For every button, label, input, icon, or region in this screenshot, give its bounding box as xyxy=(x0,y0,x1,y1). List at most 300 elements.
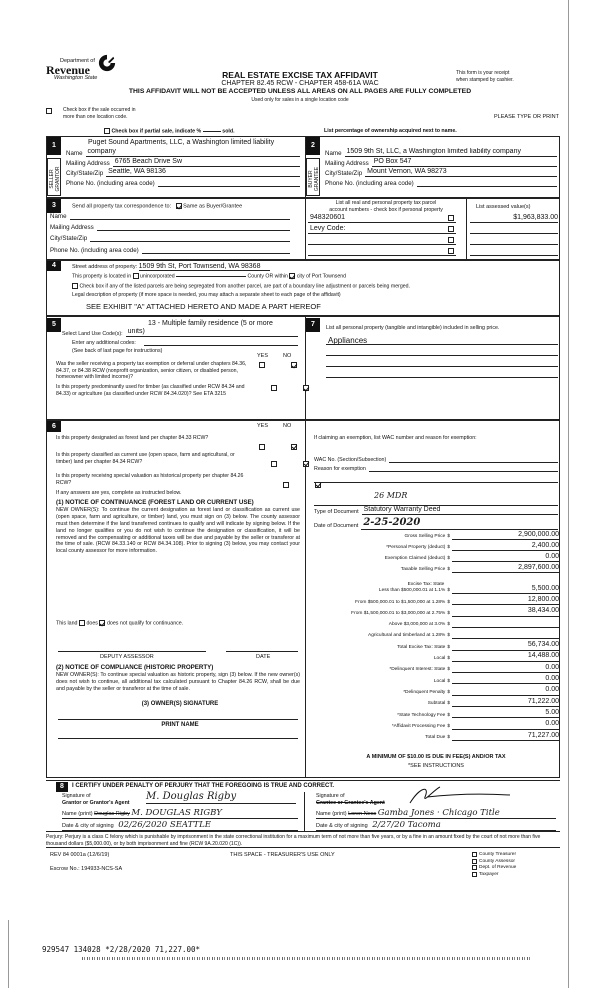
buyer-phone-row xyxy=(325,179,557,187)
section-3-number: 3 xyxy=(47,199,61,213)
currency-symbol: $ xyxy=(447,567,450,573)
owner-signature-line[interactable] xyxy=(58,719,298,720)
amount-row xyxy=(322,594,560,605)
amount-label xyxy=(322,713,452,719)
parcels-header-2: account numbers - check box if personal property xyxy=(329,206,443,213)
segregated-row xyxy=(72,283,410,290)
seller-name-line1: Puget Sound Apartments, LLC, a Washington limited liability xyxy=(88,139,275,146)
grantor-name-struck: Douglas Rigby xyxy=(94,811,130,817)
amount-row xyxy=(322,640,560,651)
divider xyxy=(466,198,467,260)
same-as-buyer-checkbox[interactable] xyxy=(176,203,182,209)
currency-symbol: $ xyxy=(447,599,450,605)
buyer-side-label xyxy=(306,158,320,196)
section-6-number: 6 xyxy=(47,421,61,432)
amount-label-text: Exemption Claimed (deduct) xyxy=(384,556,446,562)
usage-note: Used only for sales in a single location code xyxy=(251,97,349,103)
section-7-number: 7 xyxy=(306,318,320,332)
amount-value-field[interactable]: 12,800.00 xyxy=(452,596,560,605)
yes-checkbox[interactable] xyxy=(259,362,265,368)
assessed-value-field[interactable] xyxy=(470,225,558,234)
personal-property-label: List all personal property (tangible and intangible) included in selling price. xyxy=(326,325,500,331)
seller-phone-field[interactable] xyxy=(158,179,300,187)
multi-location-label-2: more than one location code. xyxy=(63,114,128,120)
copy-item xyxy=(472,872,498,878)
reason-field[interactable] xyxy=(369,464,558,472)
legal-description-field[interactable]: SEE EXHIBIT "A" ATTACHED HERETO AND MADE A PART HEREOF xyxy=(86,302,321,311)
agency-line3: Washington State xyxy=(54,75,98,81)
currency-symbol: $ xyxy=(447,610,450,616)
amount-value-field[interactable]: 0.00 xyxy=(452,664,560,673)
doc-date-field[interactable]: 2-25-2020 xyxy=(361,517,558,530)
s6-no-header: NO xyxy=(283,423,292,429)
amount-label xyxy=(322,588,452,594)
amount-label xyxy=(322,735,452,741)
buyer-city-row xyxy=(325,168,557,177)
street-address-label: Street address of property: xyxy=(72,264,138,270)
s5-yes-header: YES xyxy=(257,353,269,359)
copy-item xyxy=(472,859,515,865)
notice-1-text: NEW OWNER(S): To continue the current designation as forest land or classification as current use (open space, farm and agriculture, or timber) land, you must sign on (3) below. The county assessor must then determine if the land transferred continues to qualify and will indicate by signing below. If the land no longer qualifies or you do not wish to continue the designation or classification, it will be removed and the compensating or additional taxes will be due and payable by the seller or transferor at the time of sale. (RCW 84.33.140 or RCW 84.34.108). Prior to signing (3) below, you may contact your local county assessor for more information. xyxy=(56,507,300,555)
section-4-number: 4 xyxy=(47,261,61,271)
buyer-city-field[interactable]: Mount Vernon, WA 98273 xyxy=(365,168,557,177)
buyer-phone-label: Phone No. (including area code) xyxy=(325,179,414,187)
seller-mailing-field[interactable]: 6765 Beach Drive Sw xyxy=(113,158,300,167)
amount-label xyxy=(322,645,452,651)
legal-description-label: Legal description of property (if more space is needed, you may attach a separate sheet to each page of the affidavit) xyxy=(72,292,341,298)
segregated-checkbox[interactable] xyxy=(72,283,78,289)
partial-sale-label: Check box if partial sale, indicate % xyxy=(111,128,202,135)
currency-symbol: $ xyxy=(447,622,450,628)
amount-label xyxy=(322,600,452,606)
additional-codes-field[interactable] xyxy=(144,338,298,346)
amount-label-text: *Personal Property (deduct) xyxy=(386,545,446,551)
corr-phone-row xyxy=(50,246,290,254)
corr-city-label: City/State/Zip xyxy=(50,234,88,242)
continuance-row xyxy=(56,620,183,627)
amount-label xyxy=(322,611,452,617)
currency-symbol: $ xyxy=(447,723,450,729)
amount-row xyxy=(322,719,560,730)
amount-value-field[interactable]: 71,227.00 xyxy=(452,732,560,741)
date-label: DATE xyxy=(256,654,271,660)
buyer-name-label: Name xyxy=(325,149,342,157)
doc-type-field[interactable]: Statutory Warranty Deed xyxy=(362,506,558,515)
grantee-date-row xyxy=(316,820,556,831)
notice-2-title: (2) NOTICE OF COMPLIANCE (HISTORIC PROPERTY) xyxy=(56,664,214,671)
assessed-value-field[interactable] xyxy=(470,236,558,245)
scan-edge-left xyxy=(8,920,9,988)
no-checkbox[interactable] xyxy=(303,385,309,391)
reason-label: Reason for exemption xyxy=(314,465,366,472)
seller-mailing-row xyxy=(66,158,300,167)
section-2-number: 2 xyxy=(306,137,320,155)
deputy-assessor-line[interactable] xyxy=(58,651,206,652)
amount-value-field[interactable]: 56,734.00 xyxy=(452,641,560,650)
section-1-number: 1 xyxy=(47,137,61,155)
currency-symbol: $ xyxy=(447,667,450,673)
form-revision: REV 84 0001a (12/6/19) xyxy=(50,852,110,858)
seller-name-label: Name xyxy=(66,149,83,157)
amount-value-field[interactable]: 71,222.00 xyxy=(452,698,560,707)
amount-label-text: Total Due xyxy=(425,735,446,741)
currency-symbol: $ xyxy=(447,689,450,695)
amount-label-text: Subtotal xyxy=(427,701,446,707)
personal-property-item[interactable] xyxy=(326,369,558,378)
same-as-buyer-label: Same as Buyer/Grantee xyxy=(183,203,243,210)
street-address-row xyxy=(72,263,270,271)
currency-symbol: $ xyxy=(447,712,450,718)
divider xyxy=(304,792,305,832)
currency-symbol: $ xyxy=(447,701,450,707)
buyer-city-label: City/State/Zip xyxy=(325,169,363,177)
personal-property-checkbox[interactable] xyxy=(448,226,454,232)
seller-phone-row xyxy=(66,179,300,187)
segregated-label: Check box if any of the listed parcels are being segregated from another parcel, are part of a boundary line adjustment or parcels being merged. xyxy=(79,283,410,290)
s5-no-header: NO xyxy=(283,353,292,359)
forest-question-text: Is this property receiving special valuation as historical property per chapter 84.26 RCW? xyxy=(56,473,244,486)
assessor-date-line[interactable] xyxy=(226,651,298,652)
parcel-number-field[interactable]: Levy Code: xyxy=(310,224,346,232)
multi-location-checkbox[interactable] xyxy=(46,108,52,114)
grantor-sig-label-1: Signature of xyxy=(62,793,91,799)
seller-name-field[interactable]: company xyxy=(86,148,300,157)
seller-city-field[interactable]: Seattle, WA 98136 xyxy=(106,168,300,177)
land-use-label: Select Land Use Code(s): xyxy=(62,331,123,338)
reason-row xyxy=(314,464,558,472)
continuance-prefix: This land xyxy=(56,620,78,627)
amount-row xyxy=(322,651,560,662)
amount-row xyxy=(322,562,560,573)
grantee-label: GRANTEE xyxy=(314,166,320,192)
currency-symbol: $ xyxy=(447,545,450,551)
see-instructions: *SEE INSTRUCTIONS xyxy=(408,763,464,769)
land-use-row xyxy=(62,328,298,337)
divider xyxy=(305,198,306,260)
corr-name-field[interactable] xyxy=(70,212,290,220)
amount-label xyxy=(322,667,452,673)
unincorporated-label: unincorporated xyxy=(140,273,175,280)
corr-phone-label: Phone No. (including area code) xyxy=(50,246,139,254)
parcel-row xyxy=(308,214,456,223)
amount-row xyxy=(322,662,560,673)
amount-value-field[interactable]: 0.00 xyxy=(452,720,560,729)
copy-item xyxy=(472,865,516,871)
multi-location-label-1: Check box if the sale occurred in xyxy=(63,107,136,113)
amount-label xyxy=(322,656,452,662)
deputy-assessor-label: DEPUTY ASSESSOR xyxy=(100,654,154,660)
doc-type-row xyxy=(314,506,558,515)
currency-symbol: $ xyxy=(447,633,450,639)
section-8-number: 8 xyxy=(56,782,68,792)
grantee-name-struck: Loren Ness xyxy=(348,811,377,817)
yes-checkbox[interactable] xyxy=(283,482,289,488)
grantee-name-label: Name (print) xyxy=(316,811,347,817)
amount-value-field[interactable]: 2,400.00 xyxy=(452,542,560,551)
personal-property-checkbox[interactable] xyxy=(448,248,454,254)
grantor-date-row xyxy=(62,820,298,831)
s6-yes-header: YES xyxy=(257,423,269,429)
exemption-label: If claiming an exemption, list WAC number and reason for exemption: xyxy=(314,435,477,441)
form-subtitle: CHAPTER 82.45 RCW - CHAPTER 458-61A WAC xyxy=(221,80,379,87)
corr-name-row xyxy=(50,212,290,220)
grantor-date-field[interactable]: 02/26/2020 SEATTLE xyxy=(118,820,211,830)
amount-row xyxy=(322,685,560,696)
print-name-line[interactable] xyxy=(58,738,298,739)
corr-name-label: Name xyxy=(50,212,67,220)
copy-checkbox[interactable] xyxy=(472,872,477,877)
perjury-notice: Perjury: Perjury is a class C felony which is punishable by imprisonment in the state correctional institution for a maximum term of not more than five years, or by a fine in an amount fixed by the court of not more than five thousand dollars ($5,000.00), or by both imprisonment and fine (RCW 9A.20.020 (1C)). xyxy=(46,834,560,848)
agency-line1: Department of xyxy=(60,58,95,64)
yes-checkbox[interactable] xyxy=(271,385,277,391)
personal-property-checkbox[interactable] xyxy=(448,215,454,221)
doc-type-label: Type of Document xyxy=(314,508,359,515)
assessed-header: List assessed value(s) xyxy=(476,204,531,210)
personal-property-item[interactable]: Appliances xyxy=(326,336,558,345)
divider xyxy=(305,420,306,778)
cashier-stamp: 929547 134028 *2/28/2020 71,227.00* xyxy=(42,945,201,954)
owner-signature-label: (3) OWNER(S) SIGNATURE xyxy=(141,701,219,707)
grantee-sig-label xyxy=(316,793,385,806)
additional-codes-row xyxy=(72,338,298,346)
reason-extra-line[interactable] xyxy=(314,482,558,483)
grantor-date-label: Date & city of signing xyxy=(62,823,114,829)
continuance-does-checkbox[interactable] xyxy=(79,620,85,626)
grantor-name-row xyxy=(62,808,298,819)
amount-label-text: Gross Selling Price xyxy=(404,534,446,540)
amount-label-text: *Delinquent Interest: State xyxy=(389,667,446,673)
currency-symbol: $ xyxy=(447,735,450,741)
amount-label-text: Above $3,000,000 at 3.0% xyxy=(388,622,446,628)
amount-label xyxy=(322,724,452,730)
amount-row xyxy=(322,696,560,707)
unincorporated-checkbox[interactable] xyxy=(133,273,139,279)
partial-sale-percent-field[interactable] xyxy=(203,131,221,132)
grantee-signature[interactable] xyxy=(405,785,515,807)
seller-phone-label: Phone No. (including area code) xyxy=(66,179,155,187)
corr-city-row xyxy=(50,234,290,242)
currency-symbol: $ xyxy=(447,588,450,594)
cashier-barcode xyxy=(82,957,532,960)
amount-row xyxy=(322,673,560,684)
currency-symbol: $ xyxy=(447,644,450,650)
if-yes-note: If any answers are yes, complete as instructed below. xyxy=(56,490,182,496)
amount-value-field[interactable]: 0.00 xyxy=(452,686,560,695)
grantor-name-label: Name (print) xyxy=(62,811,93,817)
scan-edge-right xyxy=(568,0,569,988)
receipt-note-2: when stamped by cashier. xyxy=(456,77,514,83)
city-checkbox[interactable] xyxy=(289,273,295,279)
receipt-note-1: This form is your receipt xyxy=(456,70,510,76)
ownership-note: List percentage of ownership acquired next to name. xyxy=(324,128,457,134)
copy-checkbox[interactable] xyxy=(472,859,477,864)
buyer-mailing-field[interactable]: PO Box 547 xyxy=(372,158,557,167)
corr-mailing-field[interactable] xyxy=(97,223,290,231)
partial-sale-row xyxy=(104,128,235,135)
partial-sale-suffix: sold. xyxy=(222,128,235,135)
parcels-header-1: List all real and personal property tax parcel xyxy=(335,200,437,206)
grantee-date-label: Date & city of signing xyxy=(316,823,368,829)
grantee-name-field[interactable]: Gamba Jones · Chicago Title xyxy=(377,808,500,818)
minimum-note: A MINIMUM OF $10.00 IS DUE IN FEE(S) AND/OR TAX xyxy=(366,754,506,760)
amount-value-field[interactable]: 38,434.00 xyxy=(452,607,560,616)
amount-row xyxy=(322,730,560,741)
grantee-sig-label-2: Grantee or Grantee's Agent xyxy=(316,799,385,806)
amount-value-field[interactable]: 5.00 xyxy=(452,709,560,718)
amount-label-text: Total Excise Tax: State xyxy=(397,644,446,650)
amount-row xyxy=(322,606,560,617)
notice-1-title: (1) NOTICE OF CONTINUANCE (FOREST LAND OR CURRENT USE) xyxy=(56,499,254,506)
corr-mailing-row xyxy=(50,223,290,231)
grantee-sig-label-1: Signature of xyxy=(316,793,345,799)
excise-header: Excise Tax: State xyxy=(407,582,445,587)
yes-checkbox[interactable] xyxy=(271,461,277,467)
land-use-value-1: 13 - Multiple family residence (5 or more xyxy=(148,320,273,327)
amount-label-text: Taxable Selling Price xyxy=(400,567,446,573)
continuance-does-label: does xyxy=(86,620,98,627)
assessed-value-field[interactable]: $1,963,833.00 xyxy=(470,214,558,223)
buyer-label: BUYER xyxy=(308,170,314,188)
amount-row xyxy=(322,707,560,718)
corr-mailing-label: Mailing Address xyxy=(50,223,94,231)
seller-side-label xyxy=(47,158,61,196)
no-checkbox[interactable] xyxy=(291,362,297,368)
amount-label-text: *Delinquent Penalty xyxy=(403,689,446,695)
amount-label-text: Agricultural and timberland at 1.28% xyxy=(368,633,446,639)
amount-label-text: From $1,500,000.01 to $3,000,000 at 2.75% xyxy=(351,610,446,616)
send-correspondence-row xyxy=(72,203,242,210)
amount-label xyxy=(322,622,452,628)
county-field[interactable] xyxy=(176,276,246,277)
amount-label-text: Local xyxy=(433,678,446,684)
copy-label: County Treasurer xyxy=(479,852,517,857)
additional-codes-label: Enter any additional codes: xyxy=(72,339,136,346)
wac-field[interactable] xyxy=(389,455,558,463)
seller-city-label: City/State/Zip xyxy=(66,169,104,177)
amount-label-text: *Affidavit Processing Fee xyxy=(391,723,446,729)
amount-label xyxy=(322,633,452,639)
amount-label xyxy=(322,567,452,573)
amount-label xyxy=(322,701,452,707)
parcel-row xyxy=(308,247,456,256)
amount-label xyxy=(322,679,452,685)
located-in-label: This property is located in xyxy=(72,273,132,280)
amount-row xyxy=(322,551,560,562)
currency-symbol: $ xyxy=(447,556,450,562)
certify-statement: I CERTIFY UNDER PENALTY OF PERJURY THAT THE FOREGOING IS TRUE AND CORRECT. xyxy=(72,783,335,789)
amount-row xyxy=(322,540,560,551)
buyer-name-row xyxy=(325,148,557,157)
no-checkbox[interactable] xyxy=(303,461,309,467)
street-address-field[interactable]: 1509 9th St, Port Townsend, WA 98368 xyxy=(139,263,271,271)
seller-mailing-label: Mailing Address xyxy=(66,159,110,167)
buyer-phone-field[interactable] xyxy=(417,179,557,187)
grantor-label: GRANTOR xyxy=(55,166,61,192)
personal-property-checkbox[interactable] xyxy=(448,237,454,243)
currency-symbol: $ xyxy=(447,678,450,684)
land-use-field[interactable]: units) xyxy=(126,328,298,337)
wac-row xyxy=(314,455,558,463)
seller-name-row xyxy=(66,148,300,157)
continuance-does-not-label: does not qualify for continuance. xyxy=(106,620,184,627)
copy-item xyxy=(472,852,516,858)
copy-checkbox[interactable] xyxy=(472,852,477,857)
amount-row xyxy=(322,529,560,540)
handwritten-annotation: 26 MDR xyxy=(374,491,408,500)
wac-label: WAC No. (Section/Subsection) xyxy=(314,456,387,463)
seller-city-row xyxy=(66,168,300,177)
buyer-mailing-label: Mailing Address xyxy=(325,159,369,167)
amount-value-field[interactable]: 14,488.00 xyxy=(452,652,560,661)
yes-checkbox[interactable] xyxy=(259,444,265,450)
grantor-signature[interactable]: M. Douglas Rigby xyxy=(146,791,296,804)
corr-phone-field[interactable] xyxy=(142,246,290,254)
assessed-value-field[interactable] xyxy=(470,247,558,256)
doc-date-label: Date of Document xyxy=(314,523,359,530)
grantor-sig-label xyxy=(62,793,130,806)
section-5-number: 5 xyxy=(47,318,61,332)
amount-label-text: Local xyxy=(433,656,446,662)
parcels-header xyxy=(307,200,465,213)
parcel-row xyxy=(308,236,456,245)
amount-value-field[interactable]: 5,500.00 xyxy=(452,585,560,594)
forest-question-text: Is this property designated as forest land per chapter 84.33 RCW? xyxy=(56,435,209,441)
location-row xyxy=(72,273,346,280)
amount-label-text: From $500,000.01 to $1,500,000 at 1.28% xyxy=(355,599,446,605)
amount-value-field[interactable]: 0.00 xyxy=(452,553,560,562)
grantee-date-field[interactable]: 2/27/20 Tacoma xyxy=(372,820,441,830)
parcel-row xyxy=(308,225,456,234)
agency-line2: Revenue xyxy=(46,63,90,77)
amount-value-field[interactable]: 0.00 xyxy=(452,675,560,684)
forest-question-text: Is this property classified as current use (open space, farm and agricultural, or timber) land per chapter 84.34 RCW? xyxy=(56,452,235,465)
print-name-label: PRINT NAME xyxy=(161,722,199,728)
copy-label: Taxpayer xyxy=(479,871,499,877)
seller-label: SELLER xyxy=(49,169,55,189)
personal-property-item[interactable] xyxy=(326,358,558,367)
corr-city-field[interactable] xyxy=(90,234,290,242)
partial-sale-checkbox[interactable] xyxy=(104,128,110,134)
escrow-number: Escrow No.: 194933-NCS-SA xyxy=(50,866,123,872)
form-title: REAL ESTATE EXCISE TAX AFFIDAVIT xyxy=(222,70,378,80)
amount-row xyxy=(322,617,560,628)
no-checkbox[interactable] xyxy=(291,444,297,450)
city-of-label: city of Port Townsend xyxy=(296,273,347,280)
amount-row xyxy=(322,628,560,639)
notice-2-text: NEW OWNER(S): To continue special valuation as historic property, sign (3) below. If the new owner(s) does not wish to continue, all additional tax calculated pursuant to Chapter 84.26 RCW, shall be due and payable by the seller or transferor at the time of sale. xyxy=(56,672,300,692)
amount-label-text: *State Technology Fee xyxy=(397,712,446,718)
copy-label: Dept. of Revenue xyxy=(479,865,517,870)
copy-checkbox[interactable] xyxy=(472,865,477,870)
personal-property-item[interactable] xyxy=(326,347,558,356)
currency-symbol: $ xyxy=(447,534,450,540)
continuance-does-not-checkbox[interactable] xyxy=(99,620,105,626)
amount-label-text: Less than $500,000.01 at 1.1% xyxy=(378,588,446,594)
buyer-name-field[interactable]: 1509 9th St, LLC, a Washington limited liability company xyxy=(345,148,557,157)
dor-swirl-icon xyxy=(98,54,116,72)
instructions-note: (See back of last page for instructions) xyxy=(72,348,163,354)
amount-value-field[interactable]: 2,900,000.00 xyxy=(452,531,560,540)
dor-logo xyxy=(46,58,116,84)
grantor-name-field[interactable]: M. DOUGLAS RIGBY xyxy=(131,808,222,818)
grantee-name-row xyxy=(316,808,556,819)
amount-value-field[interactable]: 2,897,600.00 xyxy=(452,564,560,573)
parcel-number-field[interactable]: 948320601 xyxy=(310,213,346,221)
copy-label: County Assessor xyxy=(479,858,515,864)
completion-warning: THIS AFFIDAVIT WILL NOT BE ACCEPTED UNLESS ALL AREAS ON ALL PAGES ARE FULLY COMPLETED xyxy=(128,88,472,95)
currency-symbol: $ xyxy=(447,656,450,662)
county-or-label: County OR within xyxy=(247,273,288,280)
